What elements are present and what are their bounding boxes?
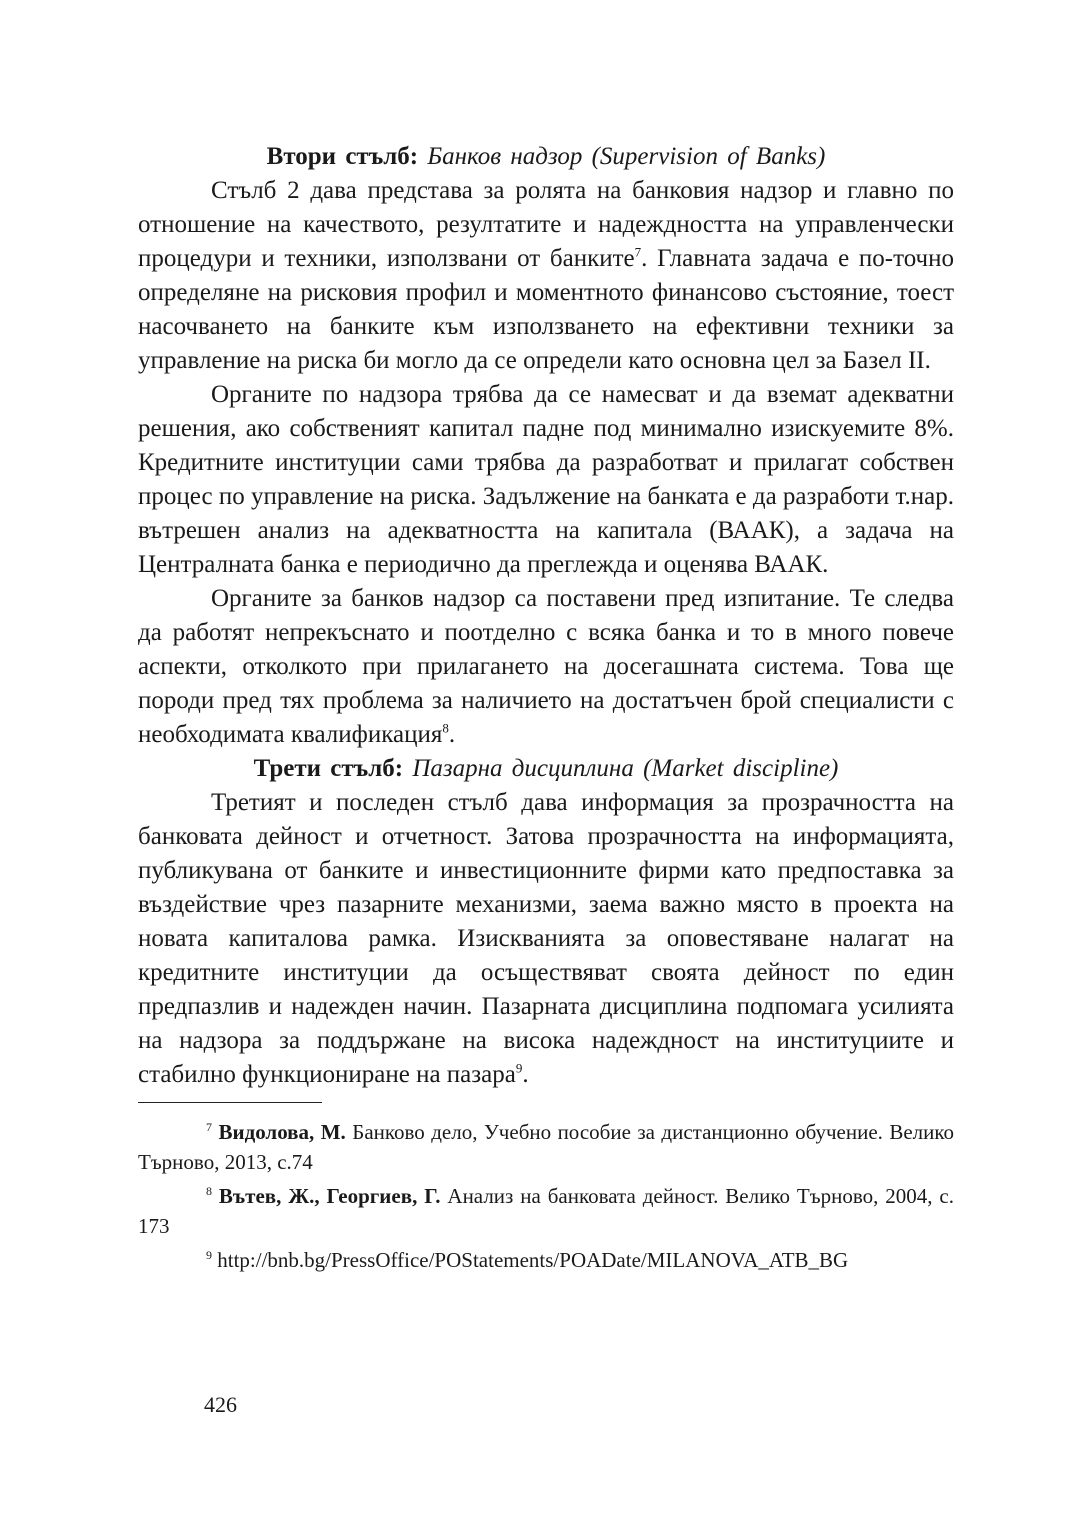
section-heading-pillar-2 bbox=[138, 140, 954, 174]
footnote bbox=[138, 1117, 954, 1177]
footnote-number: 9 bbox=[206, 1248, 212, 1262]
paragraph-text: . bbox=[448, 721, 456, 748]
paragraph-text: . bbox=[522, 1061, 529, 1088]
footnote-separator bbox=[138, 1102, 322, 1103]
heading-italic-title: Пазарна дисциплина (Market discipline) bbox=[412, 755, 839, 782]
heading-italic-title: Банков надзор (Supervision of Banks) bbox=[427, 143, 826, 170]
paragraph bbox=[138, 582, 954, 752]
section-heading-pillar-3 bbox=[138, 752, 954, 786]
paragraph-text: Третият и последен стълб дава информация за прозрачността на банковата дейност и отчетност. Затова прозрачността на информацията, публикувана от банките и инвестиционните фирми като предпоставка за въздействие чрез пазарните механизми, заема важно място в проекта на новата капиталова рамка. Изискванията за оповестяване налагат на кредитните институции да осъществяват своята дейност по един предпазлив и надежден начин. Пазарната дисциплина подпомага усилията на надзора за поддържане на висока надеждност на институциите и стабилно функциониране на пазара bbox=[138, 789, 954, 1088]
paragraph-text: Стълб 2 дава представа за ролята на банковия надзор и главно по отношение на качеството, резултатите и надеждността на управленчески процедури и техники, използвани от банките bbox=[138, 177, 954, 272]
footnote-text: Банково дело, Учебно пособие за дистанционно обучение. Велико Търново, 2013, с.74 bbox=[138, 1120, 955, 1174]
footnote-ref: 7 bbox=[634, 244, 642, 260]
page-body bbox=[138, 140, 954, 1279]
paragraph bbox=[138, 174, 954, 378]
footnote bbox=[138, 1245, 954, 1275]
footnote-author: Видолова, М. bbox=[218, 1120, 346, 1144]
heading-bold-label: Трети стълб: bbox=[253, 755, 404, 782]
page-number: 426 bbox=[204, 1392, 237, 1417]
footnote-author: Вътев, Ж., Георгиев, Г. bbox=[218, 1184, 441, 1208]
footnote-number: 7 bbox=[206, 1120, 212, 1134]
paragraph-text: Органите за банков надзор са поставени пред изпитание. Те следва да работят непрекъснато и поотделно с всяка банка и то в много повече аспекти, отколкото при прилагането на досегашната система. Това ще породи пред тях проблема за наличието на достатъчен брой специалисти с необходимата квалификация bbox=[138, 585, 954, 748]
footnote-link[interactable]: http://bnb.bg/PressOffice/POStatements/POADate/MILANOVA_ATB_BG bbox=[217, 1248, 849, 1272]
heading-bold-label: Втори стълб: bbox=[266, 143, 419, 170]
paragraph bbox=[138, 786, 954, 1092]
paragraph: Органите по надзора трябва да се намесват и да вземат адекватни решения, ако собственият капитал падне под минимално изискуемите 8%. Кредитните институции сами трябва да разработват и прилагат собствен процес по управление на риска. Задължение на банката е да разработи т.нар. вътрешен анализ на адекватността на капитала (ВААК), а задача на Централната банка е периодично да преглежда и оценява ВААК. bbox=[138, 381, 954, 578]
footnote-ref: 9 bbox=[515, 1060, 523, 1076]
footnote bbox=[138, 1181, 954, 1241]
footnote-number: 8 bbox=[206, 1184, 212, 1198]
paragraph-text: . Главната задача е по-точно определяне на рисковия профил и моментното финансово състояние, тоест насочването на банките към използването на ефективни техники за управление на риска би могло да се определи като основна цел за Базел II. bbox=[138, 245, 954, 374]
footnote-ref: 8 bbox=[442, 720, 449, 736]
footnote-text: Анализ на банковата дейност. Велико Търново, 2004, с. 173 bbox=[138, 1184, 955, 1238]
